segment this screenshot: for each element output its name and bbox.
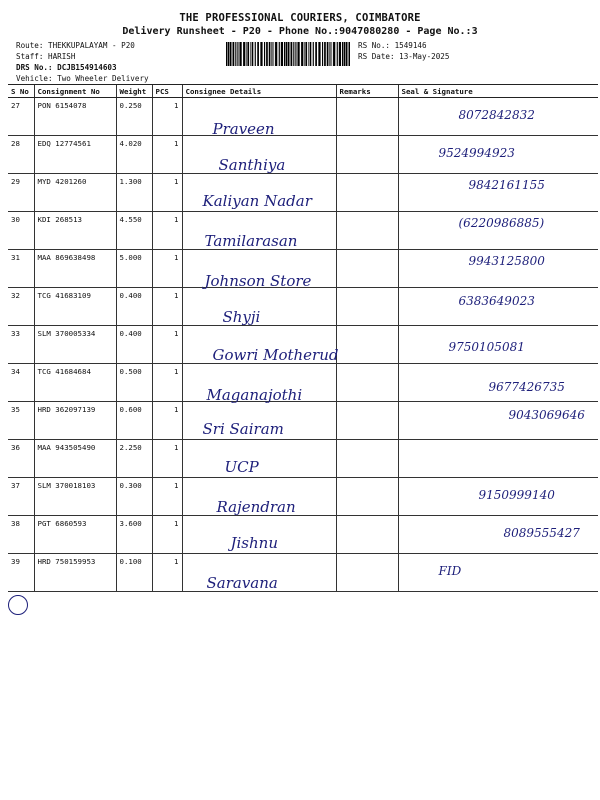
cell-weight: 2.250 <box>116 440 152 478</box>
cell-consignment-no: MYD 4201260 <box>34 174 116 212</box>
vehicle-text: Vehicle: Two Wheeler Delivery <box>16 74 149 83</box>
handwritten-signature-phone: 9043069646 <box>508 408 585 422</box>
document-subtitle: Delivery Runsheet - P20 - Phone No.:9047080280 - Page No.:3 <box>122 26 478 37</box>
table-row <box>8 478 598 516</box>
cell-consignee <box>182 136 336 174</box>
handwritten-consignee-name: Maganajothi <box>206 386 303 404</box>
cell-consignment-no: SLM 370018103 <box>34 478 116 516</box>
handwritten-signature-phone: 9943125800 <box>468 254 545 268</box>
cell-sno: 35 <box>8 402 34 440</box>
cell-sno: 31 <box>8 250 34 288</box>
header-sno: S No <box>8 85 34 98</box>
cell-weight: 0.500 <box>116 364 152 402</box>
cell-signature <box>398 174 598 212</box>
cell-consignee <box>182 516 336 554</box>
handwritten-signature-phone: 9750105081 <box>448 340 525 354</box>
table-row <box>8 212 598 250</box>
cell-weight: 4.550 <box>116 212 152 250</box>
cell-weight: 0.250 <box>116 98 152 136</box>
rs-date-text: RS Date: 13-May-2025 <box>358 52 450 61</box>
cell-pcs: 1 <box>152 402 182 440</box>
cell-consignment-no: TCG 41683109 <box>34 288 116 326</box>
cell-pcs: 1 <box>152 288 182 326</box>
cell-pcs: 1 <box>152 478 182 516</box>
cell-pcs: 1 <box>152 554 182 592</box>
cell-consignment-no: EDQ 12774561 <box>34 136 116 174</box>
header-consignee-details: Consignee Details <box>182 85 336 98</box>
header-consignment-no: Consignment No <box>34 85 116 98</box>
table-row <box>8 98 598 136</box>
header-seal-signature: Seal & Signature <box>398 85 598 98</box>
cell-pcs: 1 <box>152 98 182 136</box>
cell-signature <box>398 250 598 288</box>
cell-signature <box>398 136 598 174</box>
cell-signature <box>398 212 598 250</box>
cell-consignee <box>182 174 336 212</box>
header-pcs: PCS <box>152 85 182 98</box>
handwritten-consignee-name: Tamilarasan <box>204 232 298 250</box>
cell-weight: 0.300 <box>116 478 152 516</box>
handwritten-consignee-name: Saravana <box>206 574 278 592</box>
cell-pcs: 1 <box>152 212 182 250</box>
cell-pcs: 1 <box>152 174 182 212</box>
cell-signature <box>398 402 598 440</box>
cell-consignee <box>182 554 336 592</box>
cell-consignee <box>182 440 336 478</box>
handwritten-consignee-name: Johnson Store <box>204 272 312 290</box>
table-row <box>8 288 598 326</box>
handwritten-consignee-name: Sri Sairam <box>202 420 284 438</box>
table-row <box>8 516 598 554</box>
cell-sno: 27 <box>8 98 34 136</box>
table-row <box>8 554 598 592</box>
cell-remarks <box>336 364 398 402</box>
cell-consignment-no: HRD 750159953 <box>34 554 116 592</box>
handwritten-signature-phone: 8089555427 <box>503 526 580 540</box>
drs-text: DRS No.: DCJB154914603 <box>16 63 117 72</box>
cell-sno: 39 <box>8 554 34 592</box>
header-weight: Weight <box>116 85 152 98</box>
cell-remarks <box>336 326 398 364</box>
cell-weight: 4.020 <box>116 136 152 174</box>
rs-number-text: RS No.: 1549146 <box>358 41 427 50</box>
cell-weight: 0.600 <box>116 402 152 440</box>
handwritten-signature-phone: 9150999140 <box>478 488 555 502</box>
barcode-image <box>226 42 350 66</box>
cell-weight: 5.000 <box>116 250 152 288</box>
cell-remarks <box>336 554 398 592</box>
cell-weight: 3.600 <box>116 516 152 554</box>
cell-consignment-no: PON 6154078 <box>34 98 116 136</box>
cell-pcs: 1 <box>152 136 182 174</box>
cell-consignee <box>182 212 336 250</box>
table-row <box>8 250 598 288</box>
cell-sno: 37 <box>8 478 34 516</box>
table-row <box>8 174 598 212</box>
header-remarks: Remarks <box>336 85 398 98</box>
cell-remarks <box>336 288 398 326</box>
cell-weight: 0.400 <box>116 288 152 326</box>
table-row <box>8 440 598 478</box>
cell-signature <box>398 326 598 364</box>
cell-remarks <box>336 440 398 478</box>
cell-consignee <box>182 364 336 402</box>
cell-remarks <box>336 516 398 554</box>
table-row <box>8 136 598 174</box>
cell-remarks <box>336 478 398 516</box>
left-meta-block <box>16 40 149 84</box>
cell-consignee <box>182 98 336 136</box>
table-row <box>8 326 598 364</box>
handwritten-signature-phone: 6383649023 <box>458 294 535 308</box>
cell-signature <box>398 440 598 478</box>
handwritten-consignee-name: Shyji <box>222 308 261 326</box>
runsheet-table <box>8 84 598 592</box>
cell-pcs: 1 <box>152 516 182 554</box>
cell-weight: 1.300 <box>116 174 152 212</box>
table-header-row <box>8 85 598 98</box>
cell-pcs: 1 <box>152 440 182 478</box>
handwritten-consignee-name: UCP <box>224 458 259 476</box>
table-row <box>8 402 598 440</box>
handwritten-signature-phone: 8072842832 <box>458 108 535 122</box>
cell-signature <box>398 288 598 326</box>
cell-sno: 28 <box>8 136 34 174</box>
handwritten-signature-phone: (6220986885) <box>458 216 545 230</box>
cell-remarks <box>336 212 398 250</box>
cell-remarks <box>336 98 398 136</box>
cell-consignee <box>182 478 336 516</box>
cell-consignee <box>182 326 339 364</box>
cell-consignment-no: MAA 869638498 <box>34 250 116 288</box>
cell-sno: 32 <box>8 288 34 326</box>
handwritten-consignee-name: Kaliyan Nadar <box>202 192 312 210</box>
cell-weight: 0.100 <box>116 554 152 592</box>
cell-pcs: 1 <box>152 364 182 402</box>
cell-consignment-no: PGT 6860593 <box>34 516 116 554</box>
handwritten-consignee-name: Gowri Motherud <box>212 346 339 364</box>
cell-signature <box>398 554 598 592</box>
cell-sno: 33 <box>8 326 34 364</box>
cell-sno: 36 <box>8 440 34 478</box>
cell-sno: 34 <box>8 364 34 402</box>
cell-pcs: 1 <box>152 326 182 364</box>
cell-remarks <box>336 250 398 288</box>
handwritten-consignee-name: Rajendran <box>216 498 296 516</box>
handwritten-signature-phone: 9842161155 <box>468 178 545 192</box>
cell-sno: 30 <box>8 212 34 250</box>
document-title: THE PROFESSIONAL COURIERS, COIMBATORE <box>179 12 421 24</box>
cell-consignment-no: KDI 268513 <box>34 212 116 250</box>
cell-consignment-no: MAA 943505490 <box>34 440 116 478</box>
handwritten-signature-phone: FID <box>438 564 462 578</box>
cell-remarks <box>336 136 398 174</box>
table-row <box>8 364 598 402</box>
cell-remarks <box>336 174 398 212</box>
cell-consignee <box>182 402 336 440</box>
staff-text: Staff: HARISH <box>16 52 76 61</box>
cell-consignment-no: HRD 362097139 <box>34 402 116 440</box>
cell-sno: 29 <box>8 174 34 212</box>
cell-signature <box>398 364 598 402</box>
cell-pcs: 1 <box>152 250 182 288</box>
cell-signature <box>398 478 598 516</box>
cell-consignment-no: SLM 370005334 <box>34 326 116 364</box>
cell-sno: 38 <box>8 516 34 554</box>
cell-consignment-no: TCG 41684684 <box>34 364 116 402</box>
handwritten-signature-phone: 9524994923 <box>438 146 515 160</box>
cell-remarks <box>336 402 398 440</box>
handwritten-signature-phone: 9677426735 <box>488 380 565 394</box>
cell-weight: 0.400 <box>116 326 152 364</box>
handwritten-consignee-name: Santhiya <box>218 156 286 174</box>
cell-signature <box>398 516 598 554</box>
handwritten-consignee-name: Jishnu <box>230 534 278 552</box>
circled-row-mark <box>8 595 28 615</box>
route-text: Route: THEKKUPALAYAM - P20 <box>16 41 135 50</box>
cell-signature <box>398 98 598 136</box>
cell-consignee <box>182 250 336 288</box>
right-meta-block <box>358 40 449 62</box>
cell-consignee <box>182 288 336 326</box>
handwritten-consignee-name: Praveen <box>212 120 275 138</box>
